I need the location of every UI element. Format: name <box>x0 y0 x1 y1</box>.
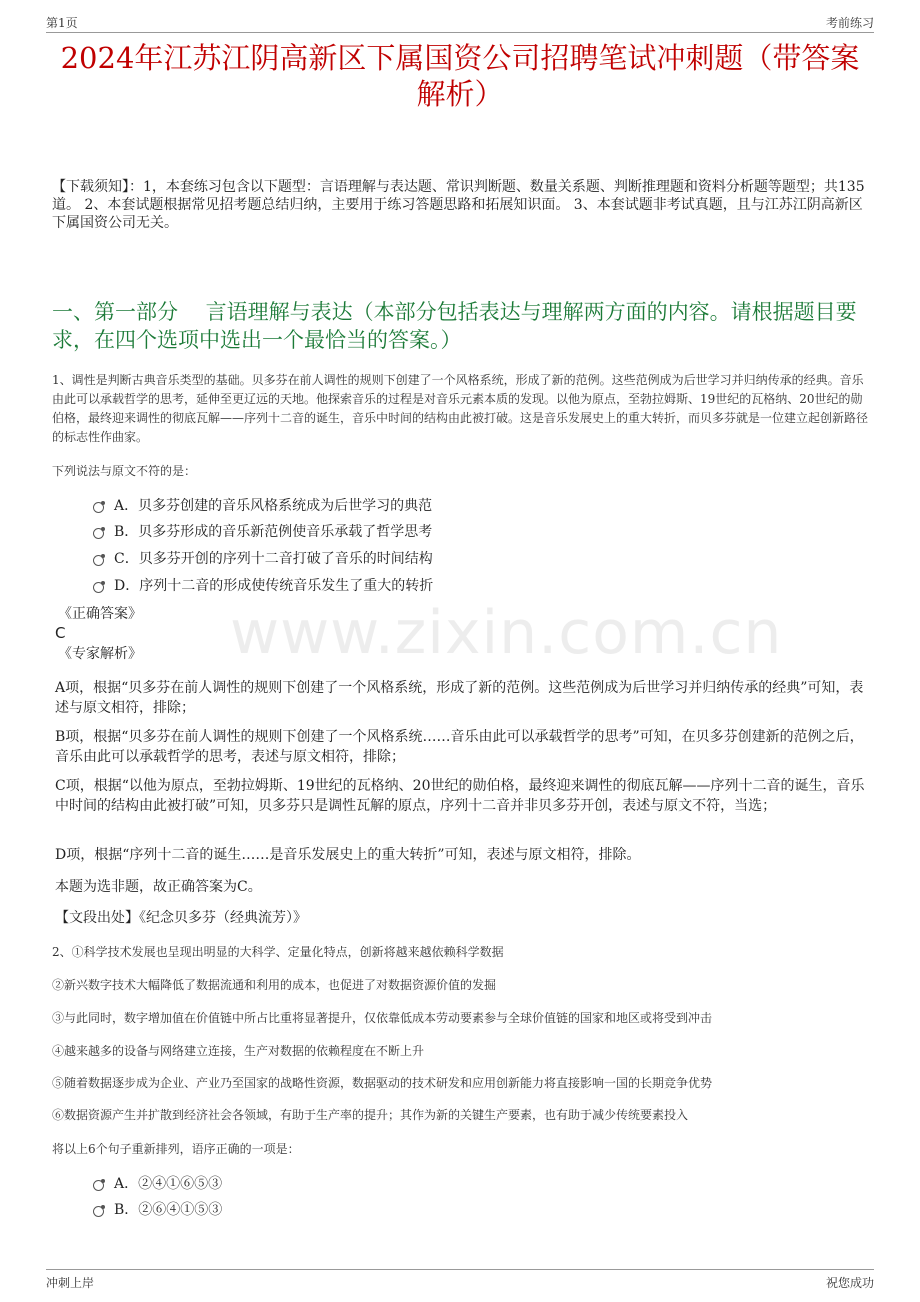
watermark: www.zixin.com.cn <box>230 598 783 668</box>
download-notice: 【下载须知】：1，本套练习包含以下题型：言语理解与表达题、常识判断题、数量关系题、判断推理题和资料分析题等题型；共135道。 2、本套试题根据常见招考题总结归纳，主要用于练习答题思路和拓展知识面。 3、本套试题非考试真题，且与江苏江阴高新区下属国资公司无关。 <box>52 179 865 231</box>
q1-option-a[interactable]: A．贝多芬创建的音乐风格系统成为后世学习的典范 <box>93 497 432 515</box>
analysis-a: A项，根据“贝多芬在前人调性的规则下创建了一个风格系统，形成了新的范例。这些范例成为后世学习并归纳传承的经典”可知，表述与原文相符，排除； <box>55 680 864 716</box>
q2-sentence-6: ⑥数据资源产生并扩散到经济社会各领域，有助于生产率的提升；其作为新的关键生产要素，也有助于减少传统要素投入 <box>52 1108 689 1122</box>
analysis-label: 《专家解析》 <box>58 646 142 662</box>
question-2-prompt: 将以上6个句子重新排列，语序正确的一项是： <box>52 1142 300 1156</box>
radio-icon[interactable] <box>93 1206 104 1217</box>
q1-option-d[interactable]: D．序列十二音的形成使传统音乐发生了重大的转折 <box>93 577 433 595</box>
radio-icon[interactable] <box>93 555 104 566</box>
analysis-b: B项，根据“贝多芬在前人调性的规则下创建了一个风格系统……音乐由此可以承载哲学的思考”可知，在贝多芬创建新的范例之后，音乐由此可以承载哲学的思考，表述与原文相符，排除； <box>55 729 864 765</box>
radio-icon[interactable] <box>93 528 104 539</box>
footer-right: 祝您成功 <box>825 1276 874 1290</box>
radio-icon[interactable] <box>93 502 104 513</box>
question-1-text: 1、调性是判断古典音乐类型的基础。贝多芬在前人调性的规则下创建了一个风格系统，形成了新的范例。这些范例成为后世学习并归纳传承的经典。音乐由此可以承载哲学的思考，延伸至更辽远的天地。他探索音乐的过程是对音乐元素本质的发现。以他为原点，至勃拉姆斯、19世纪的瓦格纳、20世纪的勋伯格，最终迎来调性的彻底瓦解——序列十二音的诞生，音乐中时间的结构由此被打破。这是音乐发展史上的重大转折，而贝多芬就是一位建立起创新路径的标志性作曲家。 <box>52 373 869 444</box>
page-number: 第1页 <box>46 16 78 30</box>
q2-sentence-1: 2、①科学技术发展也呈现出明显的大科学、定量化特点，创新将越来越依赖科学数据 <box>52 945 504 959</box>
page-header <box>46 12 874 33</box>
section-heading: 一、第一部分 言语理解与表达（本部分包括表达与理解两方面的内容。请根据题目要求，在四个选项中选出一个最恰当的答案。） <box>52 300 857 352</box>
answer-label: 《正确答案》 <box>58 606 142 622</box>
passage-source: 【文段出处】《纪念贝多芬（经典流芳）》 <box>55 910 307 926</box>
analysis-c: C项，根据“以他为原点，至勃拉姆斯、19世纪的瓦格纳、20世纪的勋伯格，最终迎来调性的彻底瓦解——序列十二音的诞生，音乐中时间的结构由此被打破”可知，贝多芬只是调性瓦解的原点，序列十二音并非贝多芬开创，表述与原文不符，当选； <box>55 778 865 814</box>
q2-sentence-2: ②新兴数字技术大幅降低了数据流通和利用的成本，也促进了对数据资源价值的发掘 <box>52 978 497 992</box>
footer-left: 冲刺上岸 <box>46 1276 95 1290</box>
question-1-prompt: 下列说法与原文不符的是： <box>52 464 197 478</box>
radio-icon[interactable] <box>93 582 104 593</box>
q2-option-b[interactable]: B．②⑥④①⑤③ <box>93 1201 222 1219</box>
q2-sentence-3: ③与此同时，数字增加值在价值链中所占比重将显著提升，仅依靠低成本劳动要素参与全球价值链的国家和地区或将受到冲击 <box>52 1011 713 1025</box>
q1-option-c[interactable]: C．贝多芬开创的序列十二音打破了音乐的时间结构 <box>93 550 433 568</box>
q2-sentence-4: ④越来越多的设备与网络建立连接，生产对数据的依赖程度在不断上升 <box>52 1044 425 1058</box>
analysis-conclusion: 本题为选非题，故正确答案为C。 <box>55 879 262 895</box>
q1-option-b[interactable]: B．贝多芬形成的音乐新范例使音乐承载了哲学思考 <box>93 523 432 541</box>
document-title: 2024年江苏江阴高新区下属国资公司招聘笔试冲刺题（带答案解析） <box>60 41 860 111</box>
page-footer <box>46 1269 874 1292</box>
analysis-d: D项，根据“序列十二音的诞生……是音乐发展史上的重大转折”可知，表述与原文相符，排除。 <box>55 847 641 863</box>
q2-option-a[interactable]: A．②④①⑥⑤③ <box>93 1175 222 1193</box>
header-label: 考前练习 <box>825 16 874 30</box>
radio-icon[interactable] <box>93 1180 104 1191</box>
answer-value: C <box>55 624 66 642</box>
q2-sentence-5: ⑤随着数据逐步成为企业、产业乃至国家的战略性资源，数据驱动的技术研发和应用创新能力将直接影响一国的长期竞争优势 <box>52 1076 713 1090</box>
